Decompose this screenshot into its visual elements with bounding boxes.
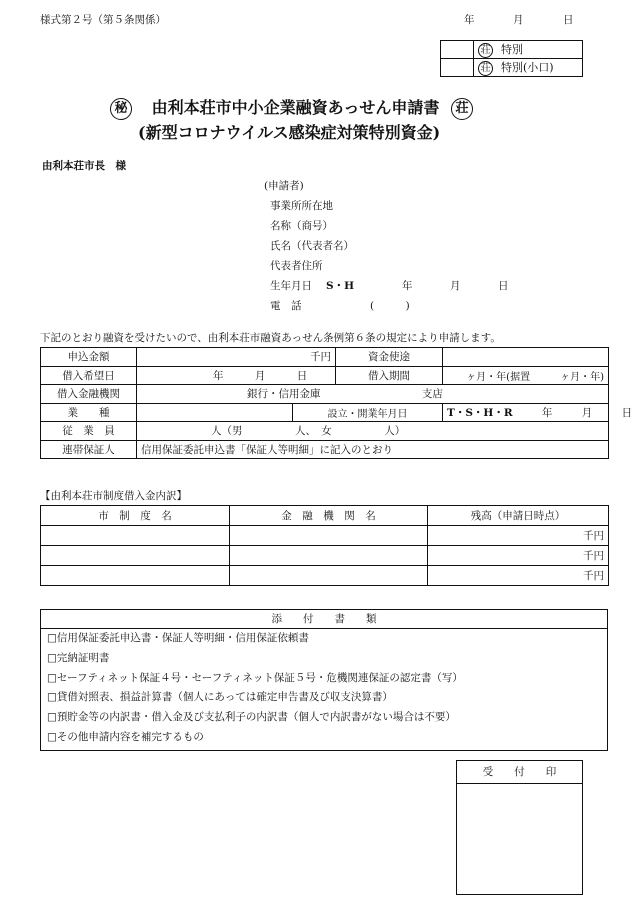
application-table bbox=[40, 347, 632, 459]
loan-program-field[interactable] bbox=[41, 546, 230, 566]
loan-type-special-checkcell[interactable] bbox=[441, 41, 474, 59]
attachments-title: 添 付 書 類 bbox=[41, 610, 607, 629]
loans-header-balance: 残高（申請日時点） bbox=[428, 506, 609, 526]
guarantor-field[interactable] bbox=[137, 440, 609, 459]
founded-era: T・S・H・R bbox=[447, 406, 513, 419]
bank-label: 借入金融機関 bbox=[41, 385, 137, 404]
founded-month: 月 bbox=[581, 406, 593, 419]
attachment-item-deposit-breakdown[interactable]: □預貯金等の内訳書・借入金及び支払利子の内訳書（個人で内訳書がない場合は不要） bbox=[47, 711, 456, 724]
founded-field[interactable] bbox=[443, 403, 632, 422]
table-row bbox=[41, 546, 609, 566]
applicant-birth-label: 生年月日 bbox=[270, 280, 312, 292]
loan-type-special-row[interactable] bbox=[441, 41, 583, 59]
desired-date-day: 日 bbox=[296, 369, 308, 382]
loan-balance-unit: 千円 bbox=[583, 570, 604, 582]
founded-year: 年 bbox=[541, 406, 553, 419]
loan-period-field[interactable]: ヶ月・年(据置 ヶ月・年) bbox=[443, 366, 609, 385]
applicant-heading: (申請者) bbox=[264, 180, 304, 192]
addressee: 由利本荘市長 様 bbox=[42, 160, 126, 172]
attachment-item-financial-statements[interactable]: □貸借対照表、損益計算書（個人にあっては確定申告書及び収支決算書） bbox=[47, 691, 393, 704]
attachments-box bbox=[40, 609, 608, 751]
secret-mark-icon: 秘 bbox=[110, 98, 132, 120]
amount-unit: 千円 bbox=[310, 351, 331, 364]
loans-section-title: 【由利本荘市制度借入金内訳】 bbox=[40, 490, 187, 502]
desired-date-year: 年 bbox=[213, 369, 224, 382]
desired-date-field[interactable] bbox=[137, 366, 336, 385]
bank-row bbox=[41, 385, 609, 404]
bank-type: 銀行・信用金庫 bbox=[247, 388, 321, 401]
industry-label: 業 種 bbox=[41, 403, 137, 422]
applicant-rep-name-label: 氏名（代表者名） bbox=[270, 240, 354, 252]
so-mark-icon: 荘 bbox=[451, 98, 473, 120]
applicant-phone-label: 電 話 bbox=[270, 300, 302, 312]
loan-balance-unit: 千円 bbox=[583, 550, 604, 562]
desired-date-label: 借入希望日 bbox=[41, 366, 137, 385]
applicant-phone-field[interactable]: ( ) bbox=[370, 300, 410, 312]
employees-value: 人（男 人、 女 人） bbox=[211, 425, 406, 438]
industry-field[interactable] bbox=[137, 403, 293, 422]
purpose-label: 資金使途 bbox=[336, 348, 443, 367]
loans-header-bank: 金 融 機 関 名 bbox=[230, 506, 428, 526]
loans-table bbox=[40, 505, 609, 586]
attachment-item-tax-certificate[interactable]: □完納証明書 bbox=[47, 651, 110, 664]
header-date-day: 日 bbox=[563, 14, 574, 26]
loan-program-field[interactable] bbox=[41, 526, 230, 546]
reception-stamp-label: 受 付 印 bbox=[457, 761, 582, 784]
loan-balance-field[interactable] bbox=[428, 526, 609, 546]
loan-bank-field[interactable] bbox=[230, 546, 428, 566]
desired-date-month: 月 bbox=[254, 369, 266, 382]
reception-stamp-box bbox=[456, 760, 583, 895]
loan-type-special-label: 特別 bbox=[501, 43, 523, 57]
header-date-month: 月 bbox=[513, 14, 524, 26]
page-title bbox=[110, 95, 473, 120]
date-row bbox=[41, 366, 609, 385]
loans-header-program: 市 制 度 名 bbox=[41, 506, 230, 526]
guarantor-label: 連帯保証人 bbox=[41, 440, 137, 459]
loan-period-label: 借入期間 bbox=[336, 366, 443, 385]
page-subtitle: (新型コロナウイルス感染症対策特別資金) bbox=[138, 123, 441, 142]
applicant-birth-era[interactable]: S・H bbox=[326, 280, 355, 292]
employees-row bbox=[41, 422, 609, 441]
loan-type-small bbox=[474, 59, 583, 77]
loan-program-field[interactable] bbox=[41, 566, 230, 586]
applicant-birth-month: 月 bbox=[450, 280, 461, 292]
loan-type-small-checkcell[interactable] bbox=[441, 59, 474, 77]
so-mark-icon: 荘 bbox=[478, 61, 493, 76]
loan-balance-field[interactable] bbox=[428, 566, 609, 586]
table-row bbox=[41, 526, 609, 546]
guarantor-row bbox=[41, 440, 609, 459]
employees-label: 従 業 員 bbox=[41, 422, 137, 441]
form-number: 様式第２号（第５条関係） bbox=[40, 14, 166, 26]
industry-row bbox=[41, 403, 609, 422]
attachment-item-safety-net[interactable]: □セーフティネット保証４号・セーフティネット保証５号・危機関連保証の認定書（写） bbox=[47, 671, 463, 684]
founded-label: 設立・開業年月日 bbox=[293, 403, 443, 422]
bank-field[interactable] bbox=[137, 385, 609, 404]
applicant-rep-address-label: 代表者住所 bbox=[270, 260, 323, 272]
application-statement: 下記のとおり融資を受けたいので、由利本荘市融資あっせん条例第６条の規定により申請します。 bbox=[40, 332, 501, 344]
loan-bank-field[interactable] bbox=[230, 526, 428, 546]
amount-field[interactable] bbox=[137, 348, 336, 367]
applicant-birth-year: 年 bbox=[402, 280, 413, 292]
loan-type-box bbox=[440, 40, 583, 77]
guarantor-value: 信用保証委託申込書「保証人等明細」に記入のとおり bbox=[141, 443, 393, 456]
title-main: 由利本荘市中小企業融資あっせん申請書 bbox=[151, 98, 440, 117]
amount-label: 申込金額 bbox=[41, 348, 137, 367]
table-row bbox=[41, 566, 609, 586]
loans-header-row bbox=[41, 506, 609, 526]
purpose-field[interactable] bbox=[443, 348, 609, 367]
so-mark-icon: 荘 bbox=[478, 43, 493, 58]
loan-balance-field[interactable] bbox=[428, 546, 609, 566]
loan-bank-field[interactable] bbox=[230, 566, 428, 586]
attachment-item-other[interactable]: □その他申請内容を補完するもの bbox=[47, 730, 204, 743]
header-date-year: 年 bbox=[464, 14, 475, 26]
loan-balance-unit: 千円 bbox=[583, 530, 604, 542]
applicant-name-label: 名称（商号） bbox=[270, 220, 333, 232]
founded-day: 日 bbox=[621, 406, 632, 419]
attachment-item-guarantee-docs[interactable]: □信用保証委託申込書・保証人等明細・信用保証依頼書 bbox=[47, 632, 309, 644]
loan-type-small-row[interactable] bbox=[441, 59, 583, 77]
applicant-birth-day: 日 bbox=[498, 280, 509, 292]
loan-type-special bbox=[474, 41, 583, 59]
loan-type-small-label: 特別(小口) bbox=[501, 61, 554, 75]
amount-row bbox=[41, 348, 609, 367]
employees-field[interactable] bbox=[137, 422, 609, 441]
applicant-address-label: 事業所所在地 bbox=[270, 200, 333, 212]
branch-label: 支店 bbox=[421, 388, 443, 401]
